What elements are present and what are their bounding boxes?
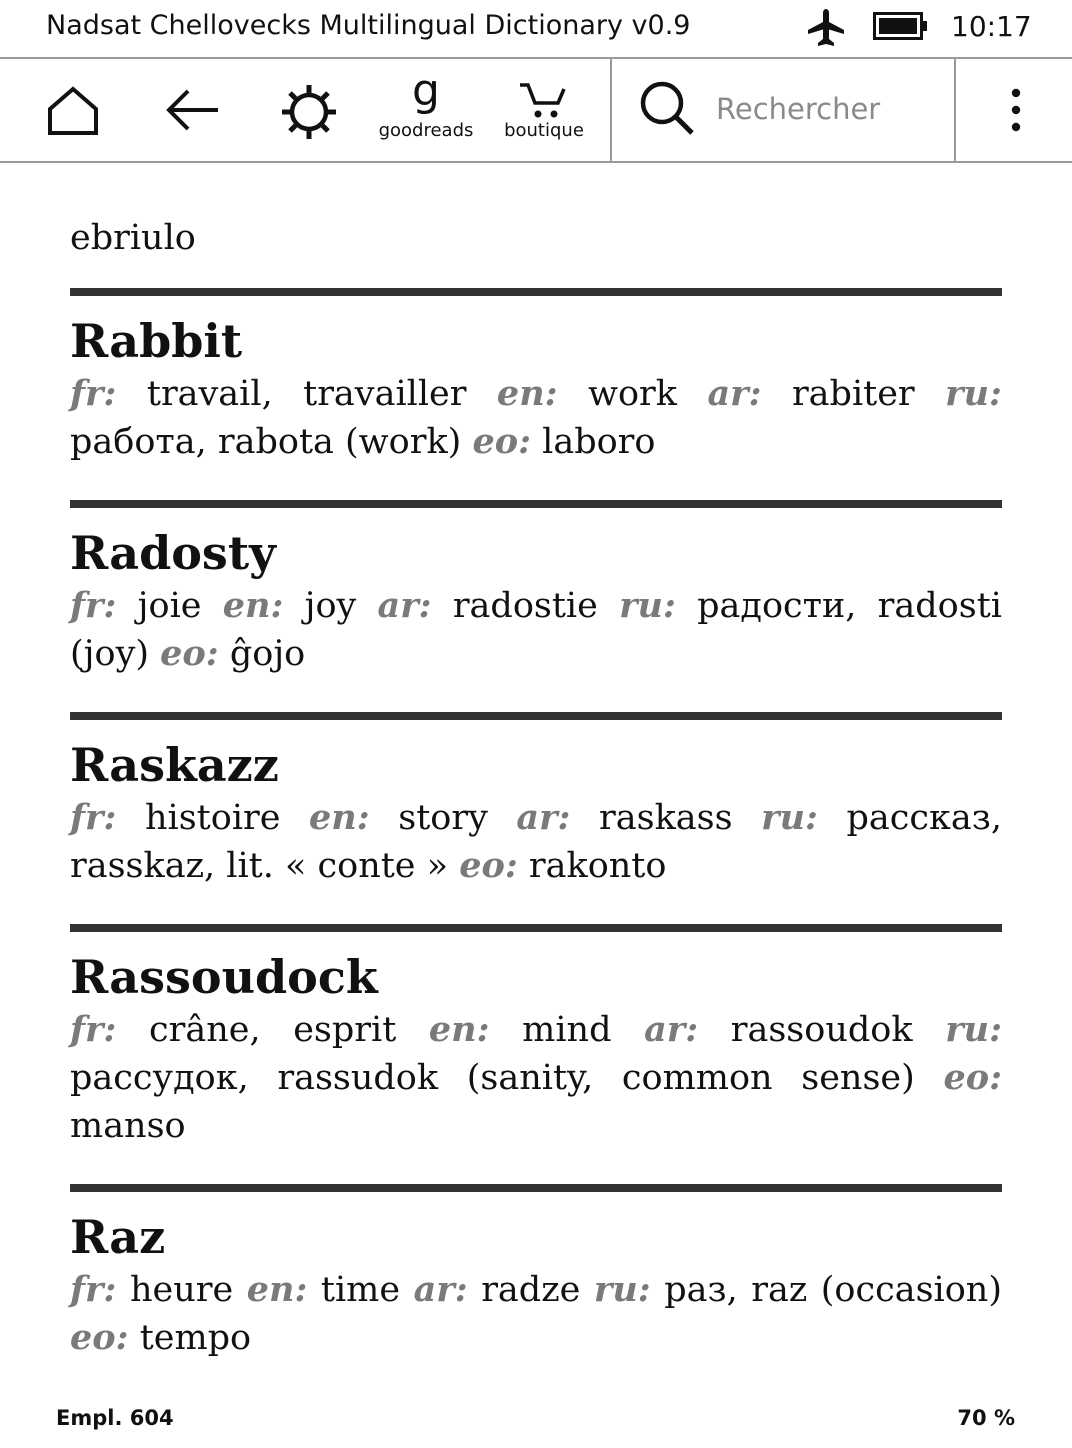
cart-icon <box>518 81 568 121</box>
translation: radze <box>481 1270 581 1310</box>
reading-progress: 70 % <box>957 1406 1015 1430</box>
lang-label: ru: <box>619 585 676 626</box>
translation: rakonto <box>528 846 667 886</box>
entry-headword: Rassoudock <box>70 950 378 1004</box>
clock: 10:17 <box>951 10 1032 43</box>
lang-label: eo: <box>472 421 531 462</box>
entry-headword: Radosty <box>70 526 276 580</box>
lang-label: ru: <box>761 797 818 838</box>
toolbar <box>0 57 1072 163</box>
more-vertical-icon <box>996 85 1036 135</box>
status-bar <box>0 0 1072 57</box>
goodreads-button[interactable] <box>372 59 480 161</box>
toolbar-divider <box>954 59 956 161</box>
dictionary-entry[interactable] <box>70 1184 1002 1362</box>
translation: работа, rabota (work) <box>70 422 462 462</box>
battery-icon <box>873 11 929 41</box>
goodreads-label: goodreads <box>378 120 474 141</box>
entry-definition <box>70 794 1002 890</box>
entry-definition <box>70 1266 1002 1362</box>
translation: рассудок, rassudok (sanity, common sense) <box>70 1058 915 1098</box>
translation: time <box>320 1270 401 1310</box>
translation: radostie <box>452 586 598 626</box>
dictionary-entry[interactable] <box>70 500 1002 678</box>
translation: rassoudok <box>730 1010 913 1050</box>
entry-headword: Raz <box>70 1210 166 1264</box>
translation: crâne, esprit <box>149 1010 397 1050</box>
lang-label: fr: <box>70 585 117 626</box>
lang-label: ar: <box>377 585 432 626</box>
translation: histoire <box>144 798 281 838</box>
store-button[interactable] <box>494 59 594 161</box>
translation: tempo <box>139 1318 252 1358</box>
reading-location[interactable]: Empl. 604 <box>56 1406 174 1430</box>
dictionary-entry[interactable] <box>70 712 1002 890</box>
dictionary-entry[interactable] <box>70 288 1002 466</box>
back-arrow-icon <box>164 87 220 133</box>
translation: heure <box>129 1270 234 1310</box>
lang-label: eo: <box>160 633 219 674</box>
brightness-button[interactable] <box>276 59 342 161</box>
lang-label: eo: <box>70 1317 129 1358</box>
search-box[interactable] <box>612 59 954 161</box>
search-input[interactable] <box>716 87 944 131</box>
brightness-icon <box>280 83 338 141</box>
translation: work <box>588 374 677 414</box>
lang-label: ru: <box>593 1269 651 1310</box>
entry-headword: Rabbit <box>70 314 243 368</box>
lang-label: eo: <box>459 845 518 886</box>
lang-label: ar: <box>644 1009 699 1050</box>
lang-label: en: <box>309 797 370 838</box>
lang-label: en: <box>222 585 284 626</box>
entry-list <box>70 288 1002 1362</box>
lang-label: ru: <box>945 1009 1002 1050</box>
book-title: Nadsat Chellovecks Multilingual Dictionary v0.9 <box>46 10 691 41</box>
lang-label: en: <box>428 1009 490 1050</box>
search-icon <box>638 79 698 139</box>
translation: raskass <box>599 798 733 838</box>
lang-label: fr: <box>70 797 117 838</box>
store-label: boutique <box>504 120 584 141</box>
translation: manso <box>70 1106 186 1146</box>
translation: радости, radosti (joy) <box>70 586 1002 674</box>
home-button[interactable] <box>40 59 106 161</box>
section-heading: ebriulo <box>70 218 196 258</box>
translation: раз, raz (occasion) <box>664 1270 1002 1310</box>
back-button[interactable] <box>158 59 224 161</box>
lang-label: en: <box>496 373 558 414</box>
lang-label: fr: <box>70 1009 117 1050</box>
home-icon <box>46 85 100 137</box>
page-content <box>70 212 1002 1362</box>
entry-definition <box>70 1006 1002 1150</box>
lang-label: ar: <box>707 373 762 414</box>
translation: ĝojo <box>229 634 306 674</box>
lang-label: eo: <box>943 1057 1002 1098</box>
lang-label: ar: <box>413 1269 468 1310</box>
translation: story <box>398 798 488 838</box>
translation: mind <box>522 1010 612 1050</box>
translation: рассказ, rasskaz, lit. « conte » <box>70 798 1002 886</box>
translation: laboro <box>542 422 656 462</box>
translation: joie <box>137 586 202 626</box>
entry-headword: Raskazz <box>70 738 279 792</box>
translation: joy <box>304 586 357 626</box>
entry-definition <box>70 582 1002 678</box>
more-menu-button[interactable] <box>996 85 1036 135</box>
lang-label: ru: <box>945 373 1002 414</box>
airplane-mode-icon <box>805 7 847 49</box>
translation: rabiter <box>791 374 915 414</box>
lang-label: fr: <box>70 1269 117 1310</box>
goodreads-icon: g <box>412 65 440 116</box>
entry-definition <box>70 370 1002 466</box>
dictionary-entry[interactable] <box>70 924 1002 1150</box>
translation: travail, travailler <box>146 374 467 414</box>
lang-label: ar: <box>516 797 571 838</box>
lang-label: en: <box>246 1269 308 1310</box>
lang-label: fr: <box>70 373 117 414</box>
